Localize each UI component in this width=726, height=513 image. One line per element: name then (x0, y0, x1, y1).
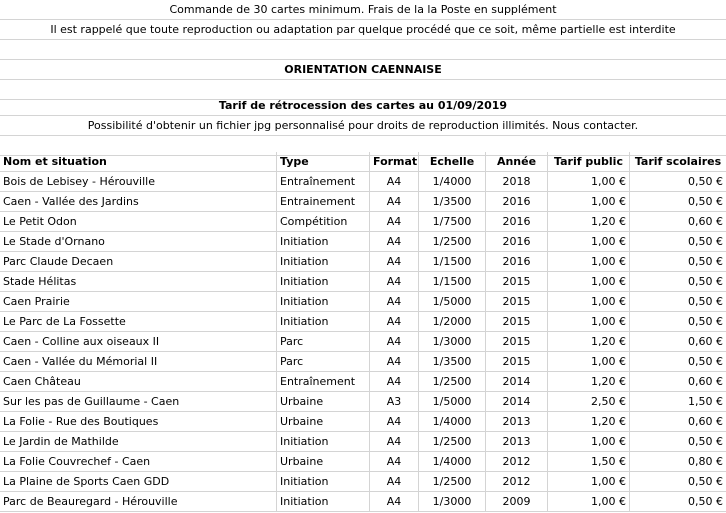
table-row[interactable] (0, 312, 726, 332)
cell-type: Compétition (277, 212, 370, 231)
table-row[interactable] (0, 232, 726, 252)
cell-format: A4 (370, 412, 419, 431)
cell-tarif-scolaires: 0,50 € (688, 355, 723, 368)
cell-echelle: 1/2500 (419, 232, 486, 251)
cell-type: Entrainement (277, 192, 370, 211)
cell-format: A4 (370, 232, 419, 251)
cell-annee: 2018 (486, 172, 548, 191)
cell-echelle: 1/3500 (419, 352, 486, 371)
cell-format: A4 (370, 432, 419, 451)
cell-annee: 2012 (486, 472, 548, 491)
cell-format: A4 (370, 332, 419, 351)
cell-echelle: 1/5000 (419, 392, 486, 411)
cell-name: Sur les pas de Guillaume - Caen (0, 392, 277, 411)
table-row[interactable] (0, 392, 726, 412)
cell-tarif-scolaires: 1,50 € (688, 395, 723, 408)
org-title: ORIENTATION CAENNAISE (284, 63, 442, 76)
cell-name: Bois de Lebisey - Hérouville (0, 172, 277, 191)
table-row[interactable] (0, 292, 726, 312)
cell-tarif-public: 1,20 € (548, 212, 630, 231)
cell-annee: 2012 (486, 452, 548, 471)
cell-type: Initiation (277, 232, 370, 251)
tarif-row[interactable] (0, 96, 726, 116)
cell-type: Entraînement (277, 372, 370, 391)
org-row[interactable] (0, 60, 726, 80)
cell-tarif-public: 1,00 € (548, 432, 630, 451)
cell-annee: 2009 (486, 492, 548, 511)
cell-tarif-public: 1,00 € (548, 252, 630, 271)
cell-name: Caen Prairie (0, 292, 277, 311)
table-row[interactable] (0, 412, 726, 432)
cell-tarif-public: 1,00 € (548, 312, 630, 331)
cell-format: A4 (370, 192, 419, 211)
cell-echelle: 1/3000 (419, 492, 486, 511)
table-row[interactable] (0, 492, 726, 512)
cell-tarif-public: 1,00 € (548, 232, 630, 251)
cell-echelle: 1/2500 (419, 472, 486, 491)
note-copyright: Il est rappelé que toute reproduction ou adaptation par quelque procédé que ce soit, même partielle est interdite (50, 23, 676, 36)
cell-type: Initiation (277, 252, 370, 271)
header-type: Type (277, 152, 370, 171)
cell-type: Urbaine (277, 392, 370, 411)
cell-annee: 2015 (486, 292, 548, 311)
cell-tarif-public: 1,00 € (548, 292, 630, 311)
cell-tarif-scolaires: 0,50 € (688, 255, 723, 268)
table-row[interactable] (0, 212, 726, 232)
note-row-2[interactable] (0, 20, 726, 40)
cell-name: Le Jardin de Mathilde (0, 432, 277, 451)
cell-tarif-scolaires: 0,50 € (688, 495, 723, 508)
cell-format: A4 (370, 452, 419, 471)
cell-type: Urbaine (277, 412, 370, 431)
cell-name: La Folie - Rue des Boutiques (0, 412, 277, 431)
cell-annee: 2013 (486, 432, 548, 451)
cell-tarif-scolaires: 0,50 € (688, 315, 723, 328)
cell-type: Entraînement (277, 172, 370, 191)
header-annee: Année (486, 152, 548, 171)
table-row[interactable] (0, 192, 726, 212)
header-name: Nom et situation (0, 152, 277, 171)
cell-name: Le Parc de La Fossette (0, 312, 277, 331)
cell-format: A4 (370, 492, 419, 511)
cell-name: Le Stade d'Ornano (0, 232, 277, 251)
table-row[interactable] (0, 452, 726, 472)
cell-tarif-scolaires: 0,50 € (688, 475, 723, 488)
cell-tarif-scolaires: 0,50 € (688, 275, 723, 288)
table-row[interactable] (0, 172, 726, 192)
cell-format: A4 (370, 272, 419, 291)
cell-echelle: 1/5000 (419, 292, 486, 311)
cell-type: Parc (277, 332, 370, 351)
cell-name: Caen - Vallée des Jardins (0, 192, 277, 211)
cell-type: Initiation (277, 292, 370, 311)
cell-echelle: 1/4000 (419, 452, 486, 471)
possibility-row[interactable] (0, 116, 726, 136)
cell-tarif-scolaires: 0,60 € (688, 415, 723, 428)
cell-type: Initiation (277, 312, 370, 331)
cell-echelle: 1/2500 (419, 372, 486, 391)
cell-name: Caen - Vallée du Mémorial II (0, 352, 277, 371)
cell-tarif-scolaires: 0,60 € (688, 215, 723, 228)
cell-tarif-scolaires: 0,50 € (688, 235, 723, 248)
cell-format: A4 (370, 252, 419, 271)
cell-tarif-public: 1,50 € (548, 452, 630, 471)
cell-tarif-scolaires: 0,50 € (688, 435, 723, 448)
cell-name: La Folie Couvrechef - Caen (0, 452, 277, 471)
possibility-note: Possibilité d'obtenir un fichier jpg personnalisé pour droits de reproduction illimités. Nous contacter. (87, 119, 639, 132)
cell-tarif-public: 2,50 € (548, 392, 630, 411)
table-row[interactable] (0, 352, 726, 372)
cell-tarif-public: 1,00 € (548, 492, 630, 511)
cell-tarif-scolaires: 0,80 € (688, 455, 723, 468)
cell-tarif-scolaires: 0,60 € (688, 335, 723, 348)
cell-type: Initiation (277, 272, 370, 291)
cell-tarif-public: 1,00 € (548, 272, 630, 291)
header-echelle: Echelle (419, 152, 486, 171)
cell-type: Parc (277, 352, 370, 371)
cell-tarif-scolaires: 0,50 € (688, 195, 723, 208)
cell-name: Le Petit Odon (0, 212, 277, 231)
cell-annee: 2015 (486, 352, 548, 371)
cell-tarif-scolaires: 0,50 € (688, 295, 723, 308)
cell-type: Initiation (277, 432, 370, 451)
cell-format: A4 (370, 172, 419, 191)
cell-tarif-public: 1,00 € (548, 352, 630, 371)
cell-annee: 2016 (486, 192, 548, 211)
header-format: Format (370, 152, 419, 171)
cell-format: A4 (370, 372, 419, 391)
cell-annee: 2016 (486, 252, 548, 271)
cell-format: A4 (370, 352, 419, 371)
cell-annee: 2013 (486, 412, 548, 431)
cell-format: A4 (370, 292, 419, 311)
cell-tarif-scolaires: 0,60 € (688, 375, 723, 388)
cell-tarif-public: 1,00 € (548, 472, 630, 491)
cell-echelle: 1/2500 (419, 432, 486, 451)
cell-echelle: 1/7500 (419, 212, 486, 231)
tarif-title: Tarif de rétrocession des cartes au 01/09/2019 (218, 99, 508, 112)
table-row[interactable] (0, 332, 726, 352)
cell-annee: 2016 (486, 232, 548, 251)
cell-annee: 2016 (486, 212, 548, 231)
note-row-1[interactable] (0, 0, 726, 20)
cell-type: Initiation (277, 472, 370, 491)
header-tarif-public: Tarif public (548, 152, 630, 171)
cell-annee: 2015 (486, 332, 548, 351)
cell-echelle: 1/4000 (419, 172, 486, 191)
cell-annee: 2015 (486, 312, 548, 331)
header-tarif-scolaires: Tarif scolaires (634, 155, 722, 168)
table-row[interactable] (0, 432, 726, 452)
cell-tarif-public: 1,00 € (548, 192, 630, 211)
cell-name: La Plaine de Sports Caen GDD (0, 472, 277, 491)
cell-name: Parc Claude Decaen (0, 252, 277, 271)
cell-annee: 2014 (486, 392, 548, 411)
cell-format: A3 (370, 392, 419, 411)
cell-annee: 2015 (486, 272, 548, 291)
table-row[interactable] (0, 372, 726, 392)
cell-echelle: 1/3500 (419, 192, 486, 211)
empty-row[interactable] (0, 40, 726, 60)
cell-tarif-public: 1,20 € (548, 412, 630, 431)
cell-type: Urbaine (277, 452, 370, 471)
cell-name: Caen Château (0, 372, 277, 391)
cell-format: A4 (370, 212, 419, 231)
table-row[interactable] (0, 252, 726, 272)
cell-name: Stade Hélitas (0, 272, 277, 291)
cell-echelle: 1/1500 (419, 272, 486, 291)
cell-name: Caen - Colline aux oiseaux II (0, 332, 277, 351)
note-order-minimum: Commande de 30 cartes minimum. Frais de la la Poste en supplément (169, 3, 557, 16)
cell-echelle: 1/1500 (419, 252, 486, 271)
cell-echelle: 1/4000 (419, 412, 486, 431)
cell-name: Parc de Beauregard - Hérouville (0, 492, 277, 511)
table-row[interactable] (0, 472, 726, 492)
cell-tarif-public: 1,00 € (548, 172, 630, 191)
cell-type: Initiation (277, 492, 370, 511)
cell-tarif-public: 1,20 € (548, 332, 630, 351)
cell-echelle: 1/3000 (419, 332, 486, 351)
cell-tarif-scolaires: 0,50 € (688, 175, 723, 188)
cell-format: A4 (370, 472, 419, 491)
table-row[interactable] (0, 272, 726, 292)
cell-echelle: 1/2000 (419, 312, 486, 331)
cell-tarif-public: 1,20 € (548, 372, 630, 391)
cell-format: A4 (370, 312, 419, 331)
header-row[interactable] (0, 152, 726, 172)
cell-annee: 2014 (486, 372, 548, 391)
